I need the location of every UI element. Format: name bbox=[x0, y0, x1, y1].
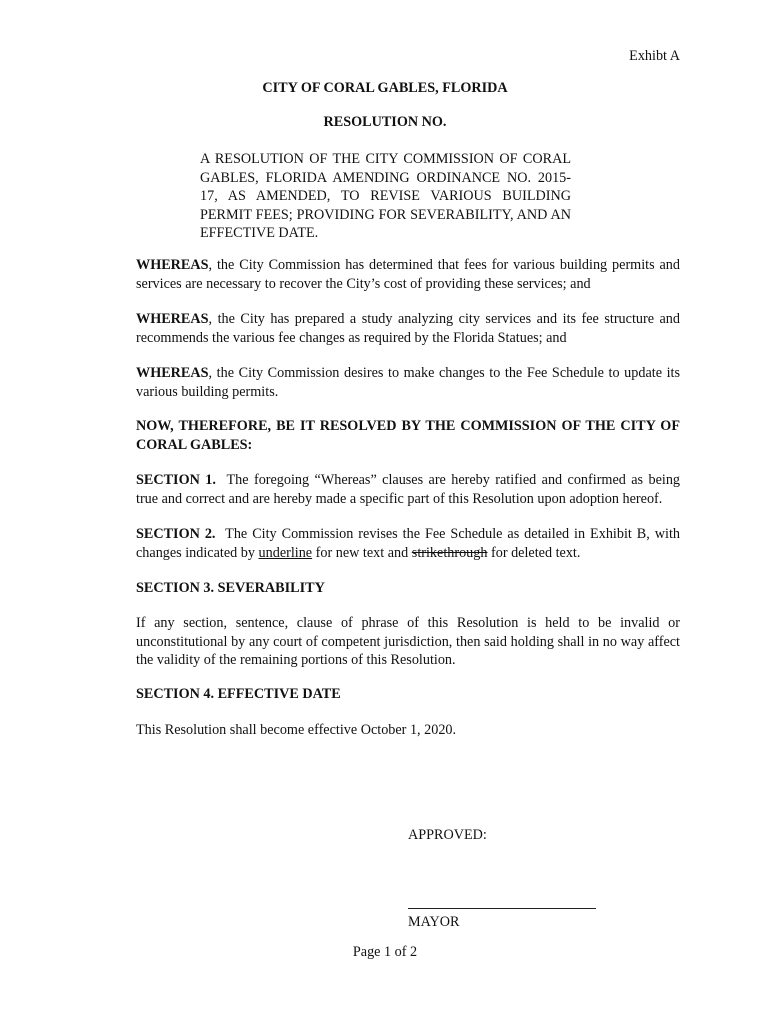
whereas-lead: WHEREAS bbox=[136, 311, 209, 327]
section-3-heading-block bbox=[90, 579, 680, 598]
section-1-heading: SECTION 1. bbox=[136, 472, 216, 488]
section-2-heading: SECTION 2. bbox=[136, 526, 216, 542]
resolution-summary: A RESOLUTION OF THE CITY COMMISSION OF CORAL GABLES, FLORIDA AMENDING ORDINANCE NO. 2015-17, AS AMENDED, TO REVISE VARIOUS BUILDING PERMIT FEES; PROVIDING FOR SEVERABILITY, AND AN EFFECTIVE DATE. bbox=[200, 151, 571, 242]
section-4-heading-block bbox=[90, 685, 680, 704]
section-4-text: This Resolution shall become effective October 1, 2020. bbox=[136, 722, 457, 738]
underline-example: underline bbox=[258, 544, 313, 561]
section-3-heading: SECTION 3. SEVERABILITY bbox=[136, 580, 325, 596]
section-4-heading: SECTION 4. EFFECTIVE DATE bbox=[136, 686, 341, 702]
now-therefore-text: NOW, THEREFORE, BE IT RESOLVED BY THE COMMISSION OF THE CITY OF CORAL GABLES: bbox=[136, 418, 680, 453]
exhibit-label: Exhibt A bbox=[629, 48, 680, 64]
section-3 bbox=[90, 614, 680, 670]
page-number: Page 1 of 2 bbox=[352, 944, 418, 960]
section-2 bbox=[90, 525, 680, 562]
whereas-clause-2 bbox=[90, 310, 680, 347]
section-2-text-middle: for new text and bbox=[312, 544, 412, 561]
section-4 bbox=[90, 721, 680, 740]
section-2-text-after: for deleted text. bbox=[487, 544, 581, 561]
whereas-clause-3 bbox=[90, 364, 680, 401]
whereas-clause-1 bbox=[90, 256, 680, 293]
approved-label: APPROVED: bbox=[408, 827, 487, 843]
section-1-text: The foregoing “Whereas” clauses are hereby ratified and confirmed as being true and correct and are hereby made a specific part of this Resolution upon adoption hereof. bbox=[136, 472, 681, 507]
mayor-label: MAYOR bbox=[408, 914, 460, 930]
section-1 bbox=[90, 471, 680, 508]
section-3-text: If any section, sentence, clause of phrase of this Resolution is held to be invalid or unconstitutional by any court of competent jurisdiction, then said holding shall in no way affect the validity of the remaining portions of this Resolution. bbox=[136, 615, 680, 668]
resolution-number: RESOLUTION NO. bbox=[323, 114, 447, 130]
signature-line bbox=[408, 908, 596, 909]
whereas-text: , the City Commission has determined that fees for various building permits and services are necessary to recover the City’s cost of providing these services; and bbox=[136, 257, 680, 292]
whereas-text: , the City Commission desires to make changes to the Fee Schedule to update its various building permits. bbox=[136, 365, 680, 400]
strikethrough-example: strikethrough bbox=[411, 544, 488, 561]
section-2-text-before: The City Commission revises the Fee Schedule as detailed in Exhibit B, with changes indicated by bbox=[136, 526, 680, 561]
city-title: CITY OF CORAL GABLES, FLORIDA bbox=[262, 80, 508, 96]
whereas-text: , the City has prepared a study analyzing city services and its fee structure and recommends the various fee changes as required by the Florida Statues; and bbox=[136, 311, 680, 346]
now-therefore-clause bbox=[90, 417, 680, 454]
whereas-lead: WHEREAS bbox=[136, 365, 209, 381]
whereas-lead: WHEREAS bbox=[136, 257, 209, 273]
